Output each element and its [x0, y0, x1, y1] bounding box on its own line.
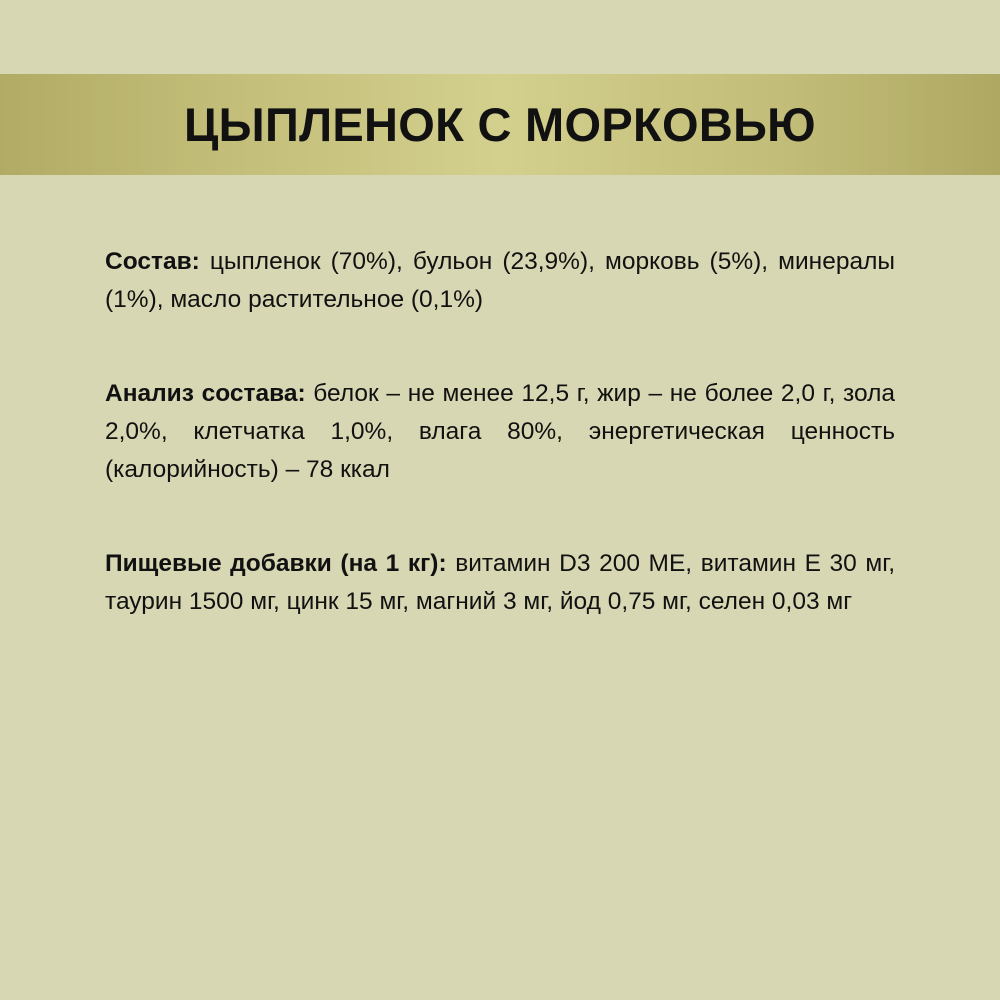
analysis-label: Анализ состава: — [105, 380, 306, 407]
title-banner — [0, 74, 1000, 175]
composition-label: Состав: — [105, 248, 200, 275]
additives-label: Пищевые добавки (на 1 кг): — [105, 550, 447, 577]
analysis-paragraph — [105, 375, 895, 489]
additives-text: витамин D3 200 МЕ, витамин Е 30 мг, таурин 1500 мг, цинк 15 мг, магний 3 мг, йод 0,75 мг, селен 0,03 мг — [105, 550, 895, 615]
additives-paragraph — [105, 545, 895, 621]
analysis-text: белок – не менее 12,5 г, жир – не более 2,0 г, зола 2,0%, клетчатка 1,0%, влага 80%, энергетическая ценность (калорийность) – 78 ккал — [105, 380, 895, 483]
page-title: ЦЫПЛЕНОК С МОРКОВЬЮ — [184, 98, 816, 151]
composition-paragraph — [105, 243, 895, 319]
ingredients-content — [105, 243, 895, 677]
composition-text: цыпленок (70%), бульон (23,9%), морковь (5%), минералы (1%), масло растительное (0,1%) — [105, 248, 895, 313]
